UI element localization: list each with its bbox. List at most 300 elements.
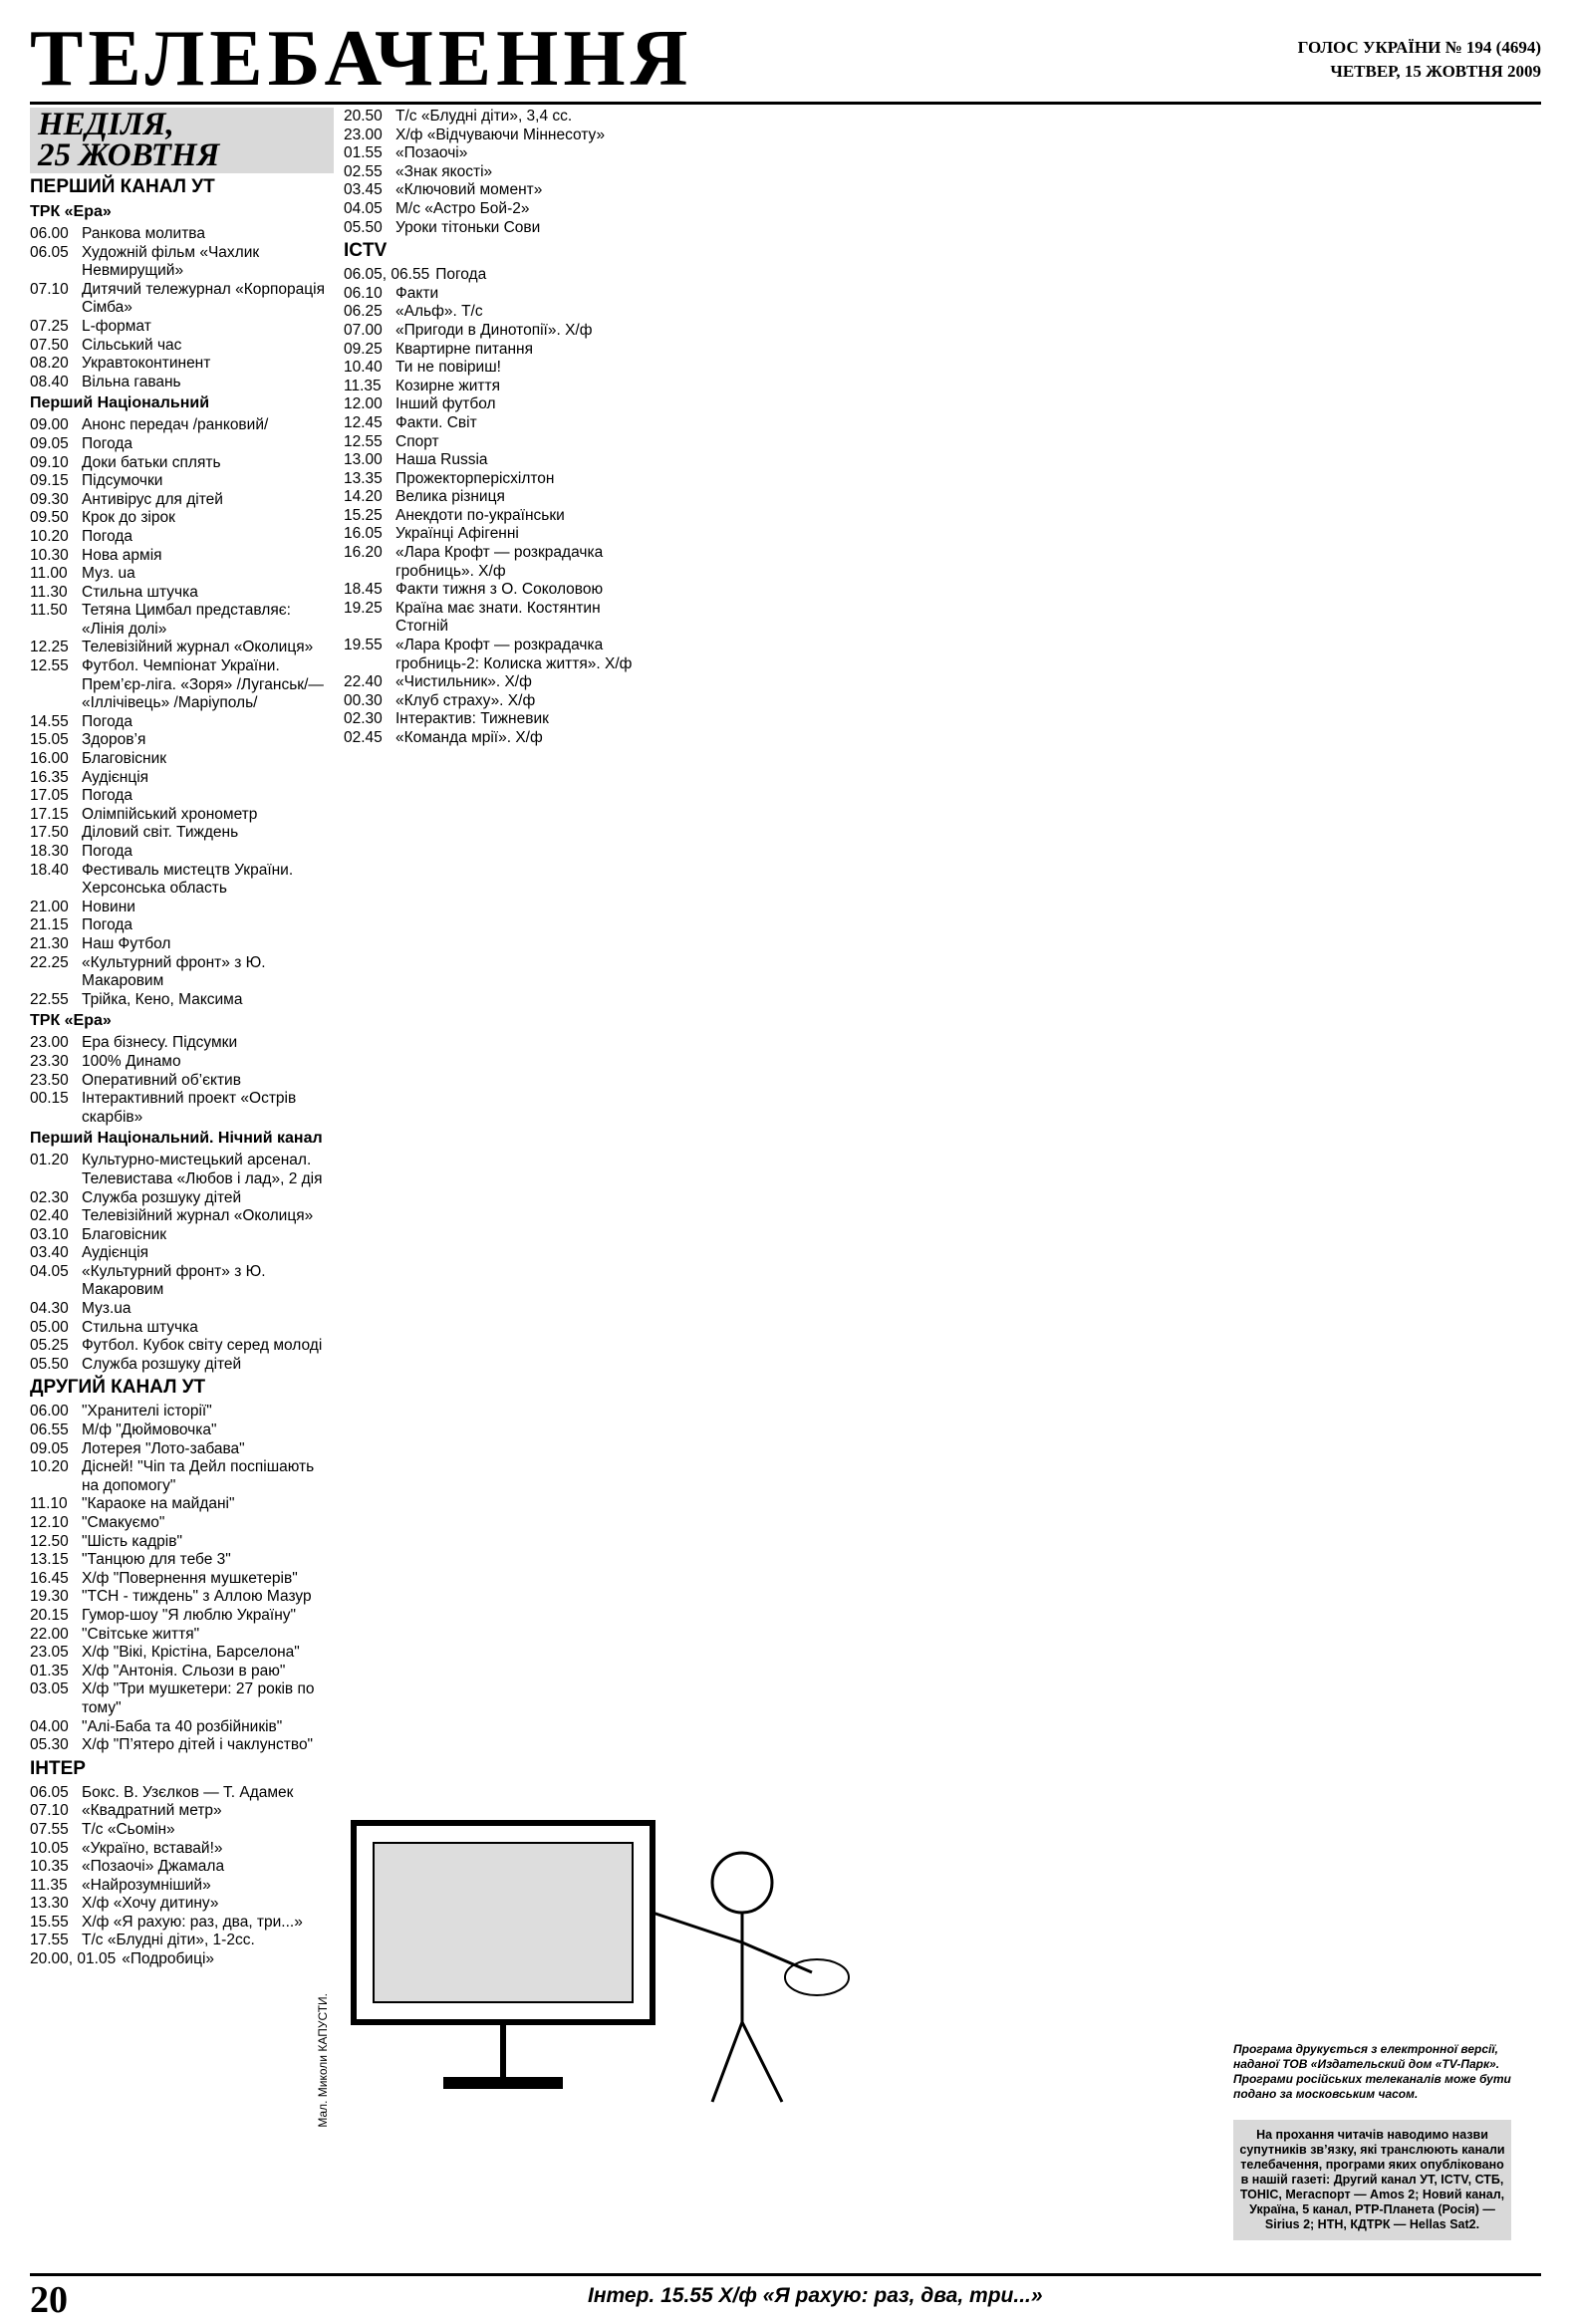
program-entry [344, 378, 638, 396]
program-entry [30, 862, 334, 899]
program-time: 10.40 [344, 359, 383, 377]
program-title: «Позаочі» [395, 144, 468, 162]
program-entry [30, 337, 334, 356]
program-entry [30, 1588, 334, 1607]
program-entry [344, 144, 638, 163]
program-entry [30, 454, 334, 473]
program-entry [344, 219, 638, 238]
program-time: 09.25 [344, 340, 383, 358]
program-time: 06.05 [30, 1783, 69, 1801]
column-1 [30, 108, 334, 2269]
program-entry [30, 1784, 334, 1803]
program-title: Уроки тітоньки Сови [395, 218, 541, 236]
program-entry [344, 303, 638, 322]
program-entry [30, 584, 334, 603]
program-time: 10.05 [30, 1839, 69, 1857]
program-entry [30, 1152, 334, 1188]
program-time: 15.55 [30, 1913, 69, 1931]
program-entry [30, 374, 334, 392]
program-time: 16.35 [30, 768, 69, 786]
subchannel-heading: ТРК «Ера» [30, 203, 112, 220]
program-time: 07.50 [30, 336, 69, 354]
program-time: 17.05 [30, 787, 69, 805]
distribution-note: Програма друкується з електронної версії, наданої ТОВ «Издательский дом «TV-Парк». Програми російських телеканалів може бути подано за московським часом. [1233, 2042, 1511, 2101]
program-title: Здоров’я [82, 731, 146, 749]
program-title: Дісней! "Чіп та Дейл поспішають на допомогу" [82, 1458, 315, 1494]
program-time: 09.10 [30, 453, 69, 471]
column-5 [1263, 108, 1541, 2269]
program-title: Муз. ua [82, 565, 135, 583]
program-time: 06.00 [30, 1403, 69, 1420]
program-time: 17.50 [30, 824, 69, 842]
program-title: Лотерея "Лото-забава" [82, 1439, 245, 1457]
program-entry [30, 1626, 334, 1645]
program-time: 17.55 [30, 1932, 69, 1949]
issue-number: ГОЛОС УКРАЇНИ № 194 (4694) [1297, 38, 1541, 57]
program-entry [30, 1663, 334, 1681]
program-time: 01.55 [344, 144, 383, 162]
program-entry [30, 244, 334, 281]
program-title: Новини [82, 898, 135, 915]
program-time: 12.25 [30, 639, 69, 656]
program-entry [30, 657, 334, 713]
program-time: 21.15 [30, 916, 69, 934]
program-entry [30, 1736, 334, 1755]
program-entry [30, 1607, 334, 1626]
program-title: «Культурний фронт» з Ю. Макаровим [82, 1262, 266, 1299]
program-time: 06.05, 06.55 [344, 266, 430, 284]
program-time: 00.30 [344, 691, 383, 709]
program-title: Фестиваль мистецтв України. Херсонська область [82, 861, 294, 898]
program-time: 03.45 [344, 181, 383, 199]
program-title: Т/с «Сьомін» [82, 1820, 175, 1838]
program-time: 14.20 [344, 488, 383, 506]
program-time: 23.00 [30, 1034, 69, 1052]
program-time: 10.35 [30, 1858, 69, 1876]
program-entry [344, 395, 638, 414]
program-title: Благовісник [82, 750, 167, 768]
column-4 [956, 108, 1253, 2269]
program-title: "Танцюю для тебе 3" [82, 1551, 231, 1569]
program-time: 02.30 [30, 1188, 69, 1206]
program-title: Факти тижня з О. Соколовою [395, 581, 604, 599]
program-entry [30, 225, 334, 244]
program-time: 07.25 [30, 317, 69, 335]
program-title: "Світське життя" [82, 1625, 200, 1643]
program-title: "Караоке на майдані" [82, 1495, 235, 1513]
program-time: 19.30 [30, 1588, 69, 1606]
program-title: Телевізійний журнал «Околиця» [82, 639, 314, 656]
program-title: Погода [82, 712, 133, 730]
program-time: 09.50 [30, 509, 69, 527]
program-time: 13.00 [344, 451, 383, 469]
program-time: 04.05 [30, 1262, 69, 1280]
program-time: 18.45 [344, 581, 383, 599]
program-entry [30, 547, 334, 566]
program-time: 02.30 [344, 710, 383, 728]
program-title: Х/ф "Антонія. Сльози в раю" [82, 1662, 286, 1679]
program-title: Оперативний об’єктив [82, 1071, 241, 1089]
issue-date: ЧЕТВЕР, 15 ЖОВТНЯ 2009 [1330, 62, 1541, 81]
program-title: «Культурний фронт» з Ю. Макаровим [82, 953, 266, 990]
program-entry [344, 600, 638, 637]
program-time: 22.25 [30, 953, 69, 971]
program-entry [344, 414, 638, 433]
program-title: Діловий світ. Тиждень [82, 824, 239, 842]
channel-heading: ПЕРШИЙ КАНАЛ УТ [30, 176, 215, 197]
program-entry [30, 899, 334, 917]
program-time: 06.55 [30, 1421, 69, 1439]
program-title: Погода [82, 787, 133, 805]
program-time: 21.30 [30, 934, 69, 952]
program-entry [30, 355, 334, 374]
program-title: Ера бізнесу. Підсумки [82, 1034, 238, 1052]
program-title: Країна має знати. Костянтин Стогній [395, 599, 601, 636]
program-title: Х/ф «Я рахую: раз, два, три...» [82, 1913, 303, 1931]
program-time: 09.05 [30, 1439, 69, 1457]
program-title: «Клуб страху». Х/ф [395, 691, 536, 709]
program-title: Вільна гавань [82, 373, 181, 390]
program-time: 02.45 [344, 729, 383, 746]
program-title: "Шість кадрів" [82, 1532, 182, 1550]
program-entry [30, 416, 334, 435]
program-title: Козирне життя [395, 377, 500, 394]
program-entry [30, 1718, 334, 1737]
program-time: 20.00, 01.05 [30, 1950, 117, 1968]
program-title: М/с «Астро Бой-2» [395, 199, 530, 217]
program-time: 05.50 [344, 218, 383, 236]
program-title: «Чистильник». Х/ф [395, 673, 532, 691]
program-time: 22.55 [30, 990, 69, 1008]
program-title: Футбол. Кубок світу серед молоді [82, 1337, 323, 1355]
program-time: 02.40 [30, 1207, 69, 1225]
program-entry [30, 509, 334, 528]
program-time: 04.05 [344, 199, 383, 217]
program-time: 11.35 [30, 1876, 68, 1894]
program-title: Ранкова молитва [82, 225, 205, 242]
program-entry [30, 1840, 334, 1859]
program-entry [344, 341, 638, 360]
program-time: 05.30 [30, 1736, 69, 1754]
program-title: Наша Russia [395, 451, 488, 469]
program-time: 20.50 [344, 108, 383, 125]
program-title: «Лара Крофт — розкрадачка гробниць-2: Колиска життя». Х/ф [395, 637, 633, 672]
program-title: «Команда мрії». Х/ф [395, 729, 543, 746]
program-entry [344, 488, 638, 507]
program-title: «Україно, вставай!» [82, 1839, 223, 1857]
program-time: 11.35 [344, 377, 382, 394]
satellite-box: На прохання читачів наводимо назви супутників зв’язку, які транслюють канали телебачення, програми яких опубліковано в нашій газеті: Другий канал УТ, ICTV, СТБ, ТОНІС, Мегаспорт — Amos 2; Новий канал, Україна, 5 канал, РТР-Планета (Росія) — Sirius 2; НТН, КДТРК — Hellas Sat2. [1233, 2120, 1511, 2240]
channel-heading: ІНТЕР [30, 1757, 86, 1779]
program-time: 02.55 [344, 162, 383, 180]
program-time: 07.00 [344, 321, 383, 339]
program-entry [30, 1914, 334, 1933]
program-entry [30, 1495, 334, 1514]
illustration-credit: Мал. Миколи КАПУСТИ. [316, 1993, 330, 2128]
program-entry [344, 163, 638, 182]
program-entry [344, 108, 638, 127]
program-time: 01.35 [30, 1662, 69, 1679]
program-title: Х/ф "Повернення мушкетерів" [82, 1569, 298, 1587]
program-title: Погода [82, 916, 133, 934]
program-entry [30, 750, 334, 769]
program-entry [30, 1932, 334, 1950]
program-title: Служба розшуку дітей [82, 1355, 242, 1373]
program-entry [30, 1356, 334, 1375]
day-heading [30, 108, 334, 173]
program-title: Наш Футбол [82, 934, 171, 952]
program-entry [30, 1680, 334, 1717]
program-title: Муз.ua [82, 1300, 131, 1318]
program-title: Інтерактив: Тижневик [395, 710, 549, 728]
program-entry [30, 1551, 334, 1570]
program-title: "Алі-Баба та 40 розбійників" [82, 1717, 283, 1735]
program-title: Х/ф «Відчуваючи Міннесоту» [395, 126, 606, 143]
program-title: Доки батьки сплять [82, 453, 221, 471]
program-time: 13.30 [30, 1895, 69, 1913]
program-entry [344, 127, 638, 145]
program-title: Благовісник [82, 1225, 167, 1243]
program-title: Стильна штучка [82, 583, 198, 601]
program-title: Телевізійний журнал «Околиця» [82, 1207, 314, 1225]
program-time: 11.50 [30, 602, 68, 620]
program-entry [30, 1072, 334, 1091]
program-time: 04.30 [30, 1300, 69, 1318]
program-title: Українці Афігенні [395, 525, 519, 543]
program-title: "Хранителі історії" [82, 1403, 212, 1420]
program-entry [344, 433, 638, 452]
channel-heading: ICTV [344, 240, 388, 262]
program-entry [30, 639, 334, 657]
program-entry [30, 1458, 334, 1495]
program-time: 16.05 [344, 525, 383, 543]
program-entry [30, 435, 334, 454]
program-title: Анекдоти по-українськи [395, 506, 565, 524]
program-entry [30, 991, 334, 1010]
program-time: 23.05 [30, 1644, 69, 1662]
program-time: 05.00 [30, 1318, 69, 1336]
program-time: 06.10 [344, 284, 383, 302]
program-entry [30, 1877, 334, 1896]
subchannel-heading: Перший Національний. Нічний канал [30, 1130, 323, 1148]
program-time: 09.30 [30, 490, 69, 508]
program-title: Крок до зірок [82, 509, 175, 527]
program-title: «Найрозумніший» [82, 1876, 211, 1894]
program-entry [30, 1570, 334, 1589]
program-title: Т/с «Блудні діти», 1-2сс. [82, 1932, 255, 1949]
program-time: 12.00 [344, 395, 383, 413]
program-title: Стильна штучка [82, 1318, 198, 1336]
program-entry [30, 824, 334, 843]
program-title: Погода [82, 527, 133, 545]
page-number: 20 [30, 2279, 68, 2321]
program-time: 15.05 [30, 731, 69, 749]
program-title: Факти. Світ [395, 413, 477, 431]
program-title: Прожекторперісхілтон [395, 469, 555, 487]
program-entry [30, 787, 334, 806]
program-entry [30, 1440, 334, 1459]
program-title: Анонс передач /ранковий/ [82, 416, 269, 434]
tv-artist-drawing [314, 1803, 916, 2132]
program-entry [344, 637, 638, 673]
program-time: 12.45 [344, 413, 383, 431]
program-time: 10.20 [30, 527, 69, 545]
program-time: 04.00 [30, 1717, 69, 1735]
program-time: 16.45 [30, 1569, 69, 1587]
program-entry [344, 359, 638, 378]
day-heading-line: НЕДІЛЯ, [38, 108, 174, 142]
program-time: 11.10 [30, 1495, 68, 1513]
program-time: 08.40 [30, 373, 69, 390]
program-entry [30, 528, 334, 547]
program-entry [30, 318, 334, 337]
program-time: 06.25 [344, 303, 383, 321]
program-time: 21.00 [30, 898, 69, 915]
program-entry [30, 1821, 334, 1840]
program-time: 14.55 [30, 712, 69, 730]
program-time: 15.25 [344, 506, 383, 524]
page-footer [30, 2273, 1541, 2321]
program-time: 17.15 [30, 805, 69, 823]
program-entry [30, 806, 334, 825]
program-time: 23.30 [30, 1052, 69, 1070]
masthead [30, 15, 1541, 105]
program-time: 06.05 [30, 243, 69, 261]
program-entry [30, 1421, 334, 1440]
program-title: Х/ф "П’ятеро дітей і чаклунство" [82, 1736, 314, 1754]
program-entry [30, 769, 334, 788]
program-entry [30, 1514, 334, 1533]
program-entry [344, 285, 638, 304]
program-time: 06.00 [30, 225, 69, 242]
program-time: 12.50 [30, 1532, 69, 1550]
program-entry [344, 710, 638, 729]
program-time: 03.10 [30, 1225, 69, 1243]
program-title: Велика різниця [395, 488, 505, 506]
program-entry [30, 472, 334, 491]
program-title: «Альф». Т/с [395, 303, 483, 321]
program-title: Служба розшуку дітей [82, 1188, 242, 1206]
program-time: 10.20 [30, 1458, 69, 1476]
program-entry [344, 729, 638, 748]
program-entry [30, 1337, 334, 1356]
program-entry [344, 581, 638, 600]
program-entry [30, 935, 334, 954]
program-time: 13.35 [344, 469, 383, 487]
program-title: Дитячий тележурнал «Корпорація Сімба» [82, 280, 325, 317]
program-title: Підсумочки [82, 472, 163, 490]
program-title: Футбол. Чемпіонат України. Прем’єр-ліга. «Зоря» /Луганськ/— «Іллічівець» /Маріуполь/ [82, 657, 324, 712]
program-title: Аудієнція [82, 768, 149, 786]
program-title: Художній фільм «Чахлик Невмирущий» [82, 243, 260, 280]
program-title: Т/с «Блудні діти», 3,4 сс. [395, 108, 573, 125]
day-heading-line: 25 ЖОВТНЯ [38, 137, 220, 173]
program-time: 09.15 [30, 472, 69, 490]
program-title: Х/ф "Три мушкетери: 27 років по тому" [82, 1680, 315, 1716]
program-title: Ти не повіриш! [395, 359, 501, 377]
program-title: 100% Динамо [82, 1052, 181, 1070]
program-title: Інтерактивний проект «Острів скарбів» [82, 1090, 297, 1126]
channel-heading: ДРУГИЙ КАНАЛ УТ [30, 1377, 206, 1399]
program-entry [30, 1895, 334, 1914]
program-entry [30, 281, 334, 318]
program-entry [30, 1053, 334, 1072]
program-title: Погода [82, 843, 133, 860]
program-entry [344, 470, 638, 489]
program-title: «Квадратний метр» [82, 1802, 222, 1820]
program-title: Нова армія [82, 546, 162, 564]
program-entry [30, 1207, 334, 1226]
program-title: Факти [395, 284, 439, 302]
program-title: Тетяна Цимбал представляє: «Лінія долі» [82, 602, 291, 638]
program-entry [30, 602, 334, 639]
program-entry [30, 1263, 334, 1300]
program-time: 18.40 [30, 861, 69, 879]
program-entry [30, 731, 334, 750]
program-time: 05.25 [30, 1337, 69, 1355]
program-time: 12.10 [30, 1514, 69, 1531]
program-title: Погода [82, 434, 133, 452]
program-entry [344, 322, 638, 341]
program-entry [30, 491, 334, 510]
program-title: «Пригоди в Динотопії». Х/ф [395, 321, 593, 339]
program-entry [30, 1189, 334, 1208]
program-title: Аудієнція [82, 1244, 149, 1262]
program-time: 05.50 [30, 1355, 69, 1373]
program-entry [30, 1090, 334, 1127]
program-title: «Подробиці» [122, 1950, 215, 1968]
program-entry [30, 843, 334, 862]
program-time: 23.50 [30, 1071, 69, 1089]
cartoon-illustration [314, 1803, 916, 2132]
program-time: 23.00 [344, 126, 383, 143]
program-entry [30, 916, 334, 935]
program-time: 00.15 [30, 1090, 69, 1108]
program-title: "Смакуємо" [82, 1514, 165, 1531]
program-time: 12.55 [344, 432, 383, 450]
program-title: L-формат [82, 317, 151, 335]
program-time: 11.30 [30, 583, 68, 601]
program-entry [30, 1244, 334, 1263]
program-title: Х/ф «Хочу дитину» [82, 1895, 219, 1913]
program-entry [30, 1319, 334, 1338]
footer-promo: Інтер. 15.55 Х/ф «Я рахую: раз, два, три...» [588, 2284, 1043, 2307]
program-title: М/ф "Дюймовочка" [82, 1421, 217, 1439]
program-entry [30, 713, 334, 732]
program-time: 12.55 [30, 657, 69, 675]
program-entry [30, 954, 334, 991]
program-time: 16.20 [344, 544, 383, 562]
program-entry [30, 1858, 334, 1877]
program-time: 08.20 [30, 355, 69, 373]
program-entry [344, 266, 638, 285]
program-entry [30, 1300, 334, 1319]
program-time: 19.55 [344, 637, 383, 654]
program-time: 16.00 [30, 750, 69, 768]
program-entry [30, 1226, 334, 1245]
program-time: 10.30 [30, 546, 69, 564]
program-entry [344, 692, 638, 711]
program-entry [30, 1644, 334, 1663]
program-title: Антивірус для дітей [82, 490, 223, 508]
program-title: «Знак якості» [395, 162, 493, 180]
program-title: «Лара Крофт — розкрадачка гробниць». Х/ф [395, 544, 604, 580]
program-title: Інший футбол [395, 395, 496, 413]
program-title: Квартирне питання [395, 340, 533, 358]
program-entry [344, 181, 638, 200]
program-entry [30, 565, 334, 584]
program-entry [344, 525, 638, 544]
